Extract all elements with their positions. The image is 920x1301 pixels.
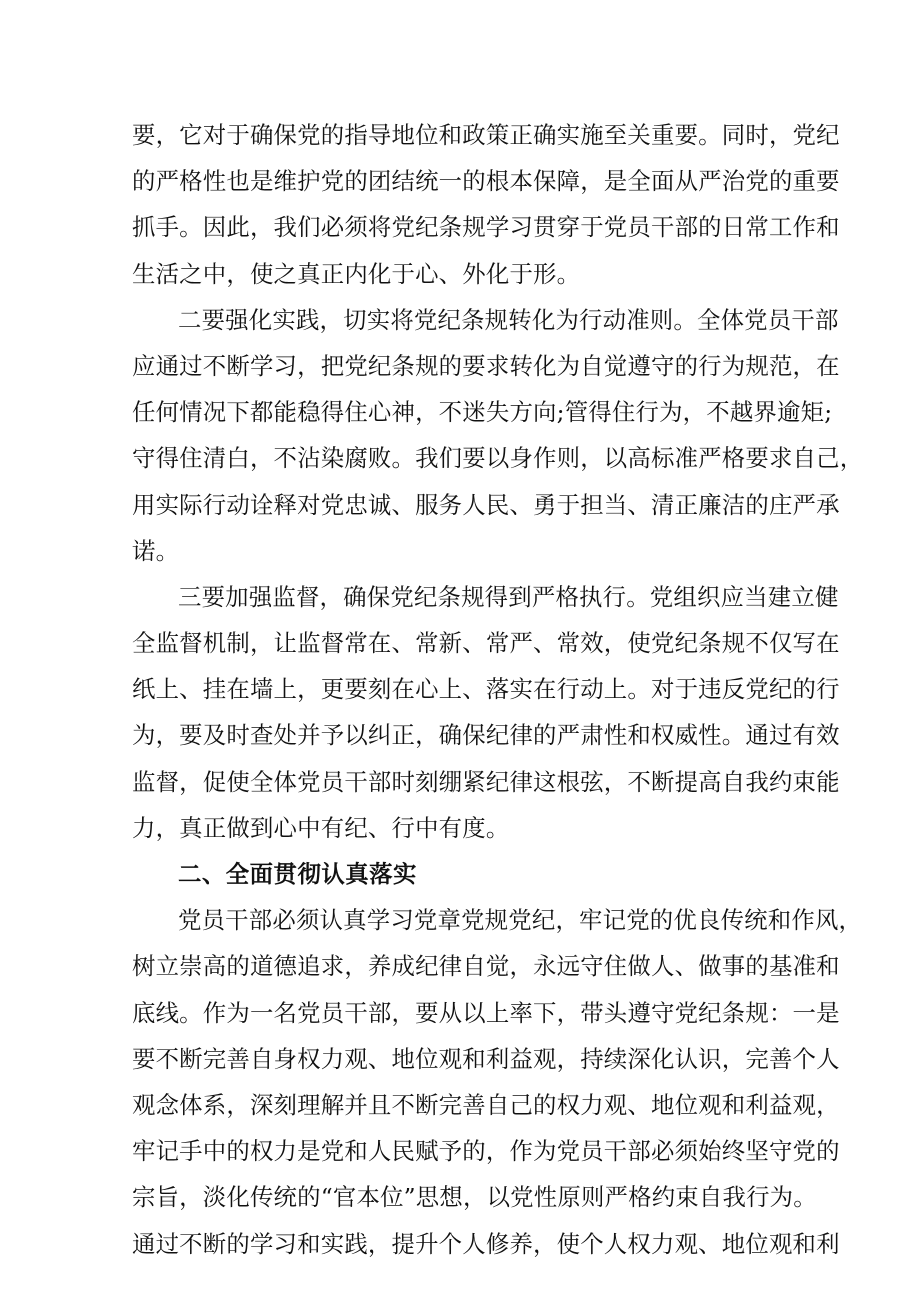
section-heading: 二、全面贯彻认真落实 bbox=[178, 860, 417, 888]
paragraph-line: 监督，促使全体党员干部时刻绷紧纪律这根弦，不断提高自我约束能 bbox=[132, 767, 840, 796]
paragraph-line: 树立崇高的道德追求，养成纪律自觉，永远守住做人、做事的基准和 bbox=[132, 952, 840, 981]
paragraph-line: 要，它对于确保党的指导地位和政策正确实施至关重要。同时，党纪 bbox=[132, 121, 840, 149]
paragraph-line: 纸上、挂在墙上，更要刻在心上、落实在行动上。对于违反党纪的行 bbox=[132, 675, 840, 704]
paragraph-line: 守得住清白，不沾染腐败。我们要以身作则，以高标准严格要求自己， bbox=[132, 444, 864, 473]
paragraph-line: 观念体系，深刻理解并且不断完善自己的权力观、地位观和利益观， bbox=[132, 1090, 840, 1119]
paragraph-line: 宗旨，淡化传统的“官本位”思想，以党性原则严格约束自我行为。 bbox=[132, 1183, 817, 1212]
paragraph-line: 任何情况下都能稳得住心神，不迷失方向;管得住行为，不越界逾矩; bbox=[132, 398, 833, 427]
paragraph-line: 诺。 bbox=[132, 536, 180, 565]
paragraph-line: 用实际行动诠释对党忠诚、服务人民、勇于担当、清正廉洁的庄严承 bbox=[132, 490, 840, 519]
paragraph-line: 三要加强监督，确保党纪条规得到严格执行。党组织应当建立健 bbox=[178, 582, 839, 611]
paragraph-line: 生活之中，使之真正内化于心、外化于形。 bbox=[132, 259, 581, 288]
paragraph-line: 通过不断的学习和实践，提升个人修养，使个人权力观、地位观和利 bbox=[132, 1229, 840, 1258]
paragraph-line: 牢记手中的权力是党和人民赋予的，作为党员干部必须始终坚守党的 bbox=[132, 1137, 840, 1166]
paragraph-line: 要不断完善自身权力观、地位观和利益观，持续深化认识，完善个人 bbox=[132, 1044, 840, 1073]
paragraph-line: 二要强化实践，切实将党纪条规转化为行动准则。全体党员干部 bbox=[178, 305, 839, 334]
paragraph-line: 力，真正做到心中有纪、行中有度。 bbox=[132, 813, 510, 842]
paragraph-line: 应通过不断学习，把党纪条规的要求转化为自觉遵守的行为规范，在 bbox=[132, 351, 840, 380]
paragraph-line: 为，要及时查处并予以纠正，确保纪律的严肃性和权威性。通过有效 bbox=[132, 721, 840, 750]
paragraph-line: 底线。作为一名党员干部，要从以上率下，带头遵守党纪条规：一是 bbox=[132, 998, 840, 1027]
paragraph-line: 党员干部必须认真学习党章党规党纪，牢记党的优良传统和作风， bbox=[178, 906, 863, 935]
paragraph-line: 全监督机制，让监督常在、常新、常严、常效，使党纪条规不仅写在 bbox=[132, 629, 840, 658]
paragraph-line: 抓手。因此，我们必须将党纪条规学习贯穿于党员干部的日常工作和 bbox=[132, 213, 840, 242]
paragraph-line: 的严格性也是维护党的团结统一的根本保障，是全面从严治党的重要 bbox=[132, 167, 840, 196]
document-body bbox=[132, 112, 864, 1267]
